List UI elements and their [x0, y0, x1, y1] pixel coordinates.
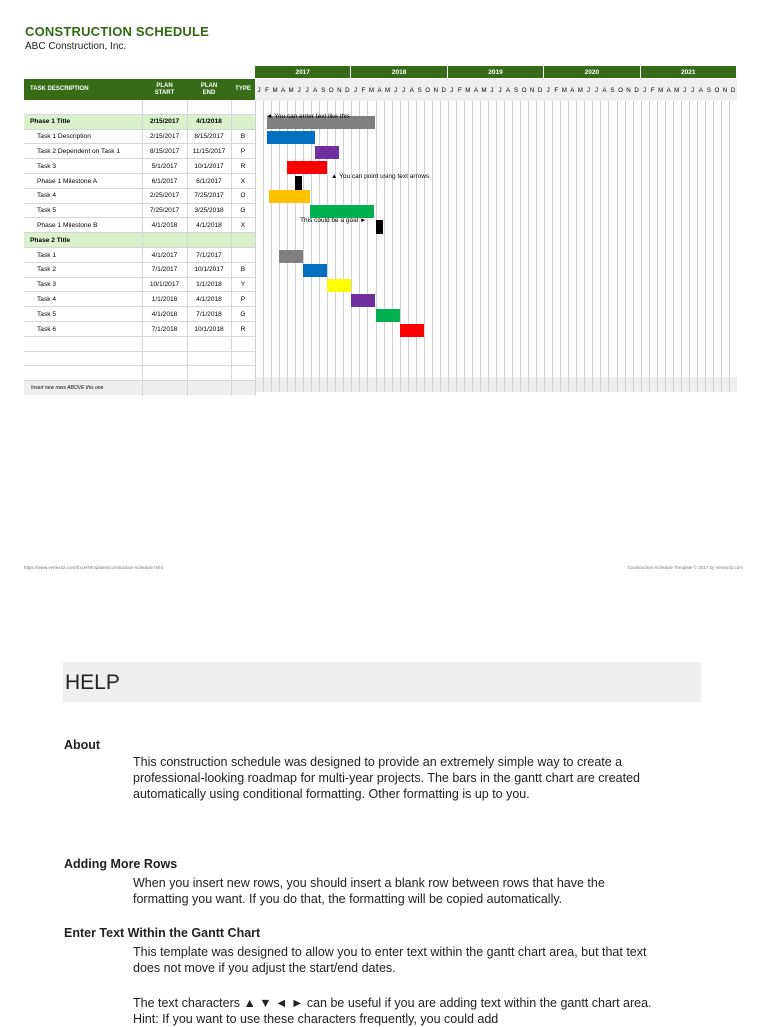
type-cell[interactable]: G — [240, 310, 246, 318]
task-row[interactable] — [24, 322, 255, 337]
gantt-gridline — [721, 101, 722, 392]
table-row-blank[interactable] — [24, 337, 255, 352]
month-header: N — [626, 86, 631, 94]
month-header: J — [594, 86, 598, 94]
task-description-cell[interactable]: Phase 1 Milestone B — [37, 221, 98, 229]
task-row[interactable] — [24, 248, 255, 263]
gantt-gridline — [456, 101, 457, 392]
gantt-gridline — [576, 101, 577, 392]
task-description-cell[interactable]: Phase 2 Title — [30, 236, 71, 244]
phase-row[interactable] — [24, 115, 255, 130]
month-header: A — [409, 86, 414, 94]
gantt-gridline — [528, 101, 529, 392]
plan-start-cell[interactable]: 8/15/2017 — [149, 147, 180, 155]
month-header: O — [521, 86, 527, 94]
month-header: S — [610, 86, 615, 94]
insert-rows-note — [24, 381, 255, 395]
plan-end-cell[interactable]: 7/1/2018 — [196, 310, 222, 318]
plan-end-cell[interactable]: 6/1/2017 — [196, 177, 222, 185]
month-header: D — [730, 86, 736, 94]
task-description-cell[interactable]: Task 6 — [37, 325, 57, 333]
task-description-cell[interactable]: Task 1 — [37, 251, 57, 259]
month-header: J — [450, 86, 454, 94]
plan-end-cell[interactable]: 7/1/2017 — [196, 251, 222, 259]
gantt-gridline — [560, 101, 561, 392]
help-text-characters: The text characters ▲ ▼ ◄ ► can be useful if you are adding text within the gantt chart area. Hint: If you want to use these characters frequently, you could add — [133, 996, 652, 1026]
gantt-gridline — [335, 101, 336, 392]
type-cell[interactable]: X — [240, 221, 246, 229]
type-cell[interactable]: R — [240, 162, 246, 170]
task-row[interactable] — [24, 278, 255, 293]
header-plan-end: PLAN END — [200, 83, 218, 96]
month-header: J — [546, 86, 550, 94]
month-header: A — [473, 86, 478, 94]
plan-start-cell[interactable] — [142, 233, 187, 247]
plan-end-cell[interactable]: 4/1/2018 — [196, 221, 222, 229]
month-header: A — [666, 86, 671, 94]
month-header: N — [433, 86, 438, 94]
task-row[interactable] — [24, 263, 255, 278]
help-heading-adding-rows: Adding More Rows — [64, 857, 178, 871]
column-separator — [231, 100, 232, 396]
task-row[interactable] — [24, 292, 255, 307]
month-header: A — [698, 86, 703, 94]
plan-start-cell[interactable]: 7/25/2017 — [149, 207, 180, 215]
plan-start-cell[interactable]: 4/1/2018 — [151, 221, 178, 229]
plan-end-cell[interactable]: 3/25/2018 — [194, 207, 224, 215]
gantt-gridline — [416, 101, 417, 392]
month-header: J — [643, 86, 647, 94]
plan-start-cell[interactable]: 2/15/2017 — [149, 133, 180, 141]
month-header: A — [602, 86, 607, 94]
month-header: S — [321, 86, 326, 94]
gantt-gridline — [713, 101, 714, 392]
help-text-enter-text: This template was designed to allow you to enter text within the gantt chart area, but that text does not move if you adjust the start/end dates. — [133, 945, 647, 975]
month-header: J — [297, 86, 301, 94]
plan-end-cell[interactable]: 4/1/2018 — [196, 295, 222, 303]
type-cell[interactable]: G — [240, 207, 246, 215]
month-header: A — [505, 86, 511, 94]
month-header: M — [658, 86, 664, 94]
gantt-gridline — [584, 101, 585, 392]
month-header: N — [722, 86, 728, 94]
gantt-chart — [255, 66, 737, 392]
plan-start-cell[interactable]: 5/1/2017 — [151, 162, 178, 170]
task-row[interactable] — [24, 144, 255, 159]
annotation-goal: This could be a goal ► — [300, 217, 367, 224]
gantt-gridline — [359, 101, 360, 392]
month-header: F — [265, 86, 269, 94]
gantt-gridline — [440, 101, 441, 392]
task-description-cell[interactable]: Task 2 — [37, 266, 57, 274]
gantt-gridline — [657, 101, 658, 392]
gantt-gridline — [681, 101, 682, 392]
gantt-gridline — [464, 101, 465, 392]
task-bar — [279, 250, 303, 263]
task-description-cell[interactable]: Task 4 — [37, 295, 57, 303]
month-header: J — [353, 86, 357, 94]
month-header: M — [674, 86, 680, 94]
type-cell[interactable]: B — [240, 133, 246, 141]
month-header: M — [384, 86, 391, 94]
task-bar — [267, 131, 315, 144]
gantt-gridline — [384, 101, 385, 392]
gantt-gridline — [448, 101, 449, 392]
gantt-gridline — [295, 101, 296, 392]
month-header: O — [328, 86, 334, 94]
month-header: S — [706, 86, 711, 94]
help-heading-about: About — [64, 738, 101, 752]
plan-end-cell[interactable]: 11/15/2017 — [192, 147, 226, 155]
gantt-gridline — [400, 101, 401, 392]
help-title-bar — [63, 662, 701, 702]
header-type: TYPE — [235, 86, 251, 93]
month-header: O — [425, 86, 431, 94]
task-description-cell[interactable]: Task 3 — [37, 281, 57, 289]
gantt-gridline — [472, 101, 473, 392]
month-header: M — [561, 86, 567, 94]
month-header: J — [498, 86, 502, 94]
plan-end-cell[interactable]: 10/1/2017 — [194, 162, 224, 170]
task-row[interactable] — [24, 204, 255, 219]
month-header: M — [288, 86, 294, 94]
task-row[interactable] — [24, 307, 255, 322]
plan-end-cell[interactable] — [187, 233, 231, 247]
task-bar — [315, 146, 339, 159]
task-bar — [287, 161, 327, 174]
month-header: F — [457, 86, 462, 94]
month-header: J — [586, 86, 590, 94]
milestone-marker — [295, 176, 302, 190]
task-bar — [327, 279, 351, 292]
gantt-gridline — [367, 101, 368, 392]
gantt-gridline — [705, 101, 706, 392]
gantt-gridline — [496, 101, 497, 392]
column-separator — [142, 100, 143, 396]
table-row-blank — [24, 100, 255, 115]
gantt-gridline — [279, 101, 280, 392]
task-row[interactable] — [24, 130, 255, 145]
task-bar — [303, 264, 327, 277]
month-header: J — [683, 86, 687, 94]
help-text-adding-rows: When you insert new rows, you should insert a blank row between rows that have the formatting you want. If you do that, the formatting will be copied automatically. — [133, 876, 605, 906]
page-title: CONSTRUCTION SCHEDULE — [25, 24, 210, 39]
table-row-blank[interactable] — [24, 366, 255, 381]
plan-start-cell[interactable]: 7/1/2018 — [151, 325, 178, 333]
month-header: D — [537, 86, 543, 94]
plan-start-cell[interactable]: 2/15/2017 — [149, 118, 180, 126]
insert-rows-note-text: Insert new rows ABOVE this one — [31, 385, 104, 392]
gantt-gridline — [376, 101, 377, 392]
gantt-gridline — [568, 101, 569, 392]
month-header: J — [257, 86, 261, 94]
month-header: M — [465, 86, 471, 94]
annotation-enter-text: ◄ You can enter text like this — [266, 113, 350, 120]
year-header: 2019 — [448, 66, 544, 78]
gantt-gridline — [287, 101, 288, 392]
month-header: F — [554, 86, 559, 94]
plan-end-cell[interactable]: 10/1/2017 — [194, 266, 224, 274]
gantt-gridline — [665, 101, 666, 392]
month-header: J — [490, 86, 494, 94]
task-description-cell[interactable]: Task 5 — [37, 207, 57, 215]
type-cell[interactable]: Y — [240, 281, 246, 289]
year-header: 2021 — [641, 66, 737, 78]
month-header: F — [650, 86, 655, 94]
task-description-cell[interactable]: Task 5 — [37, 310, 57, 318]
gantt-gridline — [343, 101, 344, 392]
plan-start-cell[interactable]: 7/1/2017 — [151, 266, 178, 274]
month-header: F — [361, 86, 366, 94]
gantt-gridline — [600, 101, 601, 392]
task-row[interactable] — [24, 189, 255, 204]
table-header — [24, 79, 255, 100]
task-bar — [400, 324, 424, 337]
annotation-text-arrows: ▲ You can point using text arrows — [331, 173, 430, 180]
plan-end-cell[interactable]: 1/1/2018 — [196, 281, 222, 289]
gantt-gridline — [536, 101, 537, 392]
month-header: S — [514, 86, 519, 94]
footer-url[interactable]: https://www.vertex42.com/ExcelTemplates/construction-schedule.html — [24, 565, 163, 570]
gantt-gridline — [392, 101, 393, 392]
month-header: N — [337, 86, 342, 94]
month-header: S — [417, 86, 422, 94]
plan-start-cell[interactable]: 2/25/2017 — [149, 192, 180, 200]
task-bar — [269, 190, 309, 203]
task-bar — [351, 294, 375, 307]
gantt-gridline — [673, 101, 674, 392]
column-separator — [187, 100, 188, 396]
gantt-gridline — [608, 101, 609, 392]
footer-copyright: Construction Schedule Template © 2017 by Vertex42.com — [627, 565, 743, 570]
month-header: A — [570, 86, 575, 94]
gantt-gridline — [303, 101, 304, 392]
task-description-cell[interactable]: Task 2 Dependent on Task 1 — [37, 147, 121, 155]
type-cell[interactable] — [231, 233, 255, 247]
type-cell[interactable]: O — [240, 192, 246, 200]
gantt-gridline — [504, 101, 505, 392]
plan-start-cell[interactable]: 1/1/2018 — [151, 295, 178, 303]
gantt-gridline — [271, 101, 272, 392]
gantt-gridline — [617, 101, 618, 392]
plan-start-cell[interactable]: 10/1/2017 — [149, 281, 180, 289]
month-header: O — [618, 86, 623, 94]
gantt-gridline — [263, 101, 264, 392]
month-header: D — [345, 86, 350, 94]
month-header: J — [394, 86, 398, 94]
month-header: J — [691, 86, 695, 94]
gantt-gridline — [255, 101, 256, 392]
gantt-gridline — [512, 101, 513, 392]
task-description-cell[interactable]: Task 1 Description — [37, 133, 91, 141]
year-header: 2017 — [255, 66, 351, 78]
gantt-gridline — [311, 101, 312, 392]
header-plan-start: PLAN START — [154, 83, 175, 96]
type-cell[interactable] — [231, 248, 255, 262]
month-header: O — [714, 86, 720, 94]
gantt-gridline — [633, 101, 634, 392]
gantt-gridline — [488, 101, 489, 392]
task-description-cell[interactable]: Task 3 — [37, 162, 57, 170]
month-header: D — [634, 86, 639, 94]
gantt-gridline — [351, 101, 352, 392]
plan-end-cell[interactable]: 4/1/2018 — [196, 118, 222, 126]
type-cell[interactable]: P — [240, 295, 246, 303]
type-cell[interactable]: P — [240, 147, 246, 155]
month-header: J — [402, 86, 406, 94]
month-header: A — [281, 86, 286, 94]
gantt-gridline — [319, 101, 320, 392]
plan-start-cell[interactable]: 4/1/2018 — [151, 310, 178, 318]
plan-end-cell[interactable]: 8/15/2017 — [194, 133, 224, 141]
gantt-gridline — [729, 101, 730, 392]
year-header: 2020 — [544, 66, 640, 78]
month-header: J — [305, 86, 309, 94]
phase-row[interactable] — [24, 233, 255, 248]
plan-start-cell[interactable]: 6/1/2017 — [151, 177, 178, 185]
help-text-about: This construction schedule was designed to provide an extremely simple way to create a professional-looking roadmap for multi-year projects. The bars in the gantt chart are created automatically using conditional formatting. Other formatting is up to you. — [133, 755, 640, 801]
gantt-gridline — [689, 101, 690, 392]
help-heading-enter-text: Enter Text Within the Gantt Chart — [64, 926, 261, 940]
gantt-gridline — [544, 101, 545, 392]
help-title: HELP — [65, 671, 120, 694]
gantt-gridline — [480, 101, 481, 392]
gantt-gridline — [408, 101, 409, 392]
year-header: 2018 — [351, 66, 447, 78]
task-row[interactable] — [24, 218, 255, 233]
type-cell[interactable] — [231, 115, 255, 129]
plan-end-cell[interactable]: 7/25/2017 — [194, 192, 224, 200]
task-description-cell[interactable]: Phase 1 Title — [30, 118, 71, 126]
table-row-blank[interactable] — [24, 352, 255, 367]
gantt-gridline — [697, 101, 698, 392]
gantt-gridline — [327, 101, 328, 392]
task-bar — [376, 309, 400, 322]
task-description-cell[interactable]: Task 4 — [37, 192, 57, 200]
month-header: D — [441, 86, 446, 94]
company-name: ABC Construction, Inc. — [25, 41, 127, 52]
plan-start-cell[interactable]: 4/1/2017 — [151, 251, 178, 259]
gantt-gridline — [592, 101, 593, 392]
gantt-gridline — [520, 101, 521, 392]
month-header: A — [313, 86, 318, 94]
header-task-description: TASK DESCRIPTION — [30, 86, 89, 93]
gantt-gridline — [641, 101, 642, 392]
month-header: M — [481, 86, 487, 94]
plan-end-cell[interactable]: 10/1/2018 — [194, 325, 224, 333]
task-row[interactable] — [24, 174, 255, 189]
task-row[interactable] — [24, 159, 255, 174]
month-header: N — [529, 86, 535, 94]
month-header: M — [577, 86, 583, 94]
month-header: M — [368, 86, 375, 94]
gantt-gridline — [649, 101, 650, 392]
month-header: M — [272, 86, 278, 94]
gantt-gridline — [625, 101, 626, 392]
type-cell[interactable]: X — [240, 177, 246, 185]
month-header: A — [377, 86, 382, 94]
task-description-cell[interactable]: Phase 1 Milestone A — [37, 177, 98, 185]
gantt-gridline — [432, 101, 433, 392]
type-cell[interactable]: R — [240, 325, 246, 333]
milestone-marker — [376, 220, 383, 234]
type-cell[interactable]: B — [240, 266, 246, 274]
gantt-gridline — [424, 101, 425, 392]
gantt-gridline — [552, 101, 553, 392]
